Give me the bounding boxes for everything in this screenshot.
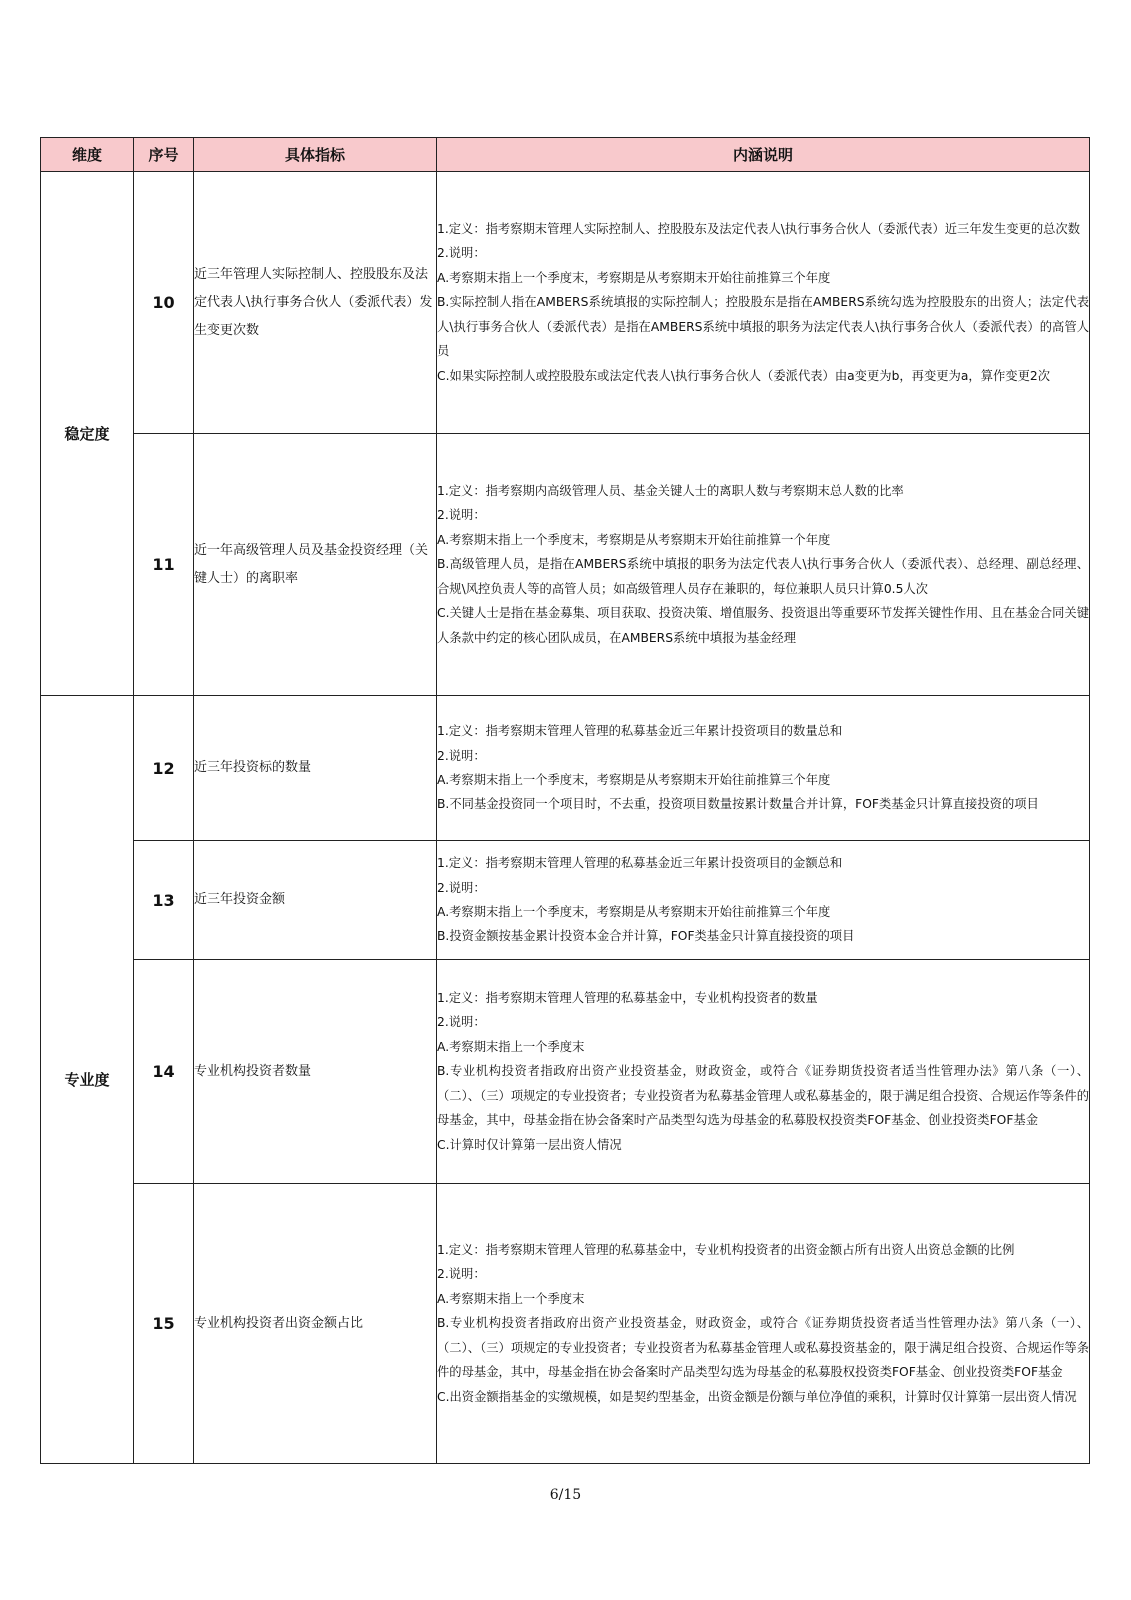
description-line: B.实际控制人指在AMBERS系统填报的实际控制人；控股股东是指在AMBERS系统勾选为控股股东的出资人；法定代表人\执行事务合伙人（委派代表）是指在AMBERS系统中填报的职务为法定代表人\执行事务合伙人（委派代表）的高管人员 (437, 295, 1089, 359)
description-line: 2.说明： (437, 246, 486, 261)
description-cell (437, 696, 1090, 841)
table-row (41, 960, 1090, 1184)
description-line: 1.定义：指考察期末管理人管理的私募基金中，专业机构投资者的出资金额占所有出资人出资总金额的比例 (437, 1243, 1015, 1258)
description-cell (437, 172, 1090, 434)
description-line: 2.说明： (437, 748, 486, 763)
dimension-cell: 稳定度 (41, 172, 134, 696)
description-line: 1.定义：指考察期末管理人管理的私募基金中，专业机构投资者的数量 (437, 991, 818, 1006)
description-line: 2.说明： (437, 1015, 486, 1030)
description-line: B.专业机构投资者指政府出资产业投资基金，财政资金，或符合《证券期货投资者适当性管理办法》第八条（一）、（二）、（三）项规定的专业投资者；专业投资者为私募基金管理人或私募基金的，限于满足组合投资、合规运作等条件的母基金，其中，母基金指在协会备案时产品类型勾选为母基金的私募股权投资类FOF基金、创业投资类FOF基金 (437, 1064, 1089, 1128)
description-cell (437, 841, 1090, 960)
table-header-row (41, 138, 1090, 172)
indicator-table (40, 137, 1090, 1464)
description-line: B.高级管理人员，是指在AMBERS系统中填报的职务为法定代表人\执行事务合伙人（委派代表）、总经理、副总经理、合规\风控负责人等的高管人员；如高级管理人员存在兼职的，每位兼职人员只计算0.5人次 (437, 557, 1089, 596)
indicator-name: 近三年投资金额 (194, 841, 437, 960)
indicator-name: 专业机构投资者出资金额占比 (194, 1184, 437, 1464)
description-line: B.投资金额按基金累计投资本金合并计算，FOF类基金只计算直接投资的项目 (437, 929, 855, 944)
description-cell (437, 960, 1090, 1184)
row-number: 10 (134, 172, 194, 434)
description-line: 2.说明： (437, 508, 486, 523)
description-line: 2.说明： (437, 1267, 486, 1282)
table-row (41, 1184, 1090, 1464)
row-number: 11 (134, 434, 194, 696)
description-line: C.出资金额指基金的实缴规模，如是契约型基金，出资金额是份额与单位净值的乘积，计算时仅计算第一层出资人情况 (437, 1389, 1077, 1404)
row-number: 12 (134, 696, 194, 841)
table-row (41, 434, 1090, 696)
indicator-name: 近三年投资标的数量 (194, 696, 437, 841)
description-line: 1.定义：指考察期内高级管理人员、基金关键人士的离职人数与考察期末总人数的比率 (437, 484, 904, 499)
description-line: 1.定义：指考察期末管理人管理的私募基金近三年累计投资项目的数量总和 (437, 724, 843, 739)
description-line: A.考察期末指上一个季度末，考察期是从考察期末开始往前推算三个年度 (437, 773, 831, 787)
description-line: C.计算时仅计算第一层出资人情况 (437, 1137, 622, 1152)
header-number: 序号 (134, 138, 194, 172)
description-line: C.关键人士是指在基金募集、项目获取、投资决策、增值服务、投资退出等重要环节发挥关键性作用、且在基金合同关键人条款中约定的核心团队成员，在AMBERS系统中填报为基金经理 (437, 606, 1089, 645)
row-number: 14 (134, 960, 194, 1184)
description-cell (437, 1184, 1090, 1464)
description-cell (437, 434, 1090, 696)
description-line: C.如果实际控制人或控股股东或法定代表人\执行事务合伙人（委派代表）由a变更为b，再变更为a，算作变更2次 (437, 368, 1050, 383)
indicator-name: 近一年高级管理人员及基金投资经理（关键人士）的离职率 (194, 434, 437, 696)
table-row (41, 841, 1090, 960)
description-line: B.不同基金投资同一个项目时，不去重，投资项目数量按累计数量合并计算，FOF类基金只计算直接投资的项目 (437, 797, 1039, 812)
description-line: A.考察期末指上一个季度末，考察期是从考察期末开始往前推算一个年度 (437, 532, 831, 547)
description-line: A.考察期末指上一个季度末，考察期是从考察期末开始往前推算三个年度 (437, 905, 831, 919)
table-row (41, 696, 1090, 841)
header-indicator: 具体指标 (194, 138, 437, 172)
row-number: 15 (134, 1184, 194, 1464)
dimension-cell: 专业度 (41, 696, 134, 1464)
description-line: 1.定义：指考察期末管理人实际控制人、控股股东及法定代表人\执行事务合伙人（委派代表）近三年发生变更的总次数 (437, 222, 1081, 237)
indicator-name: 近三年管理人实际控制人、控股股东及法定代表人\执行事务合伙人（委派代表）发生变更次数 (194, 172, 437, 434)
description-line: B.专业机构投资者指政府出资产业投资基金，财政资金，或符合《证券期货投资者适当性管理办法》第八条（一）、（二）、（三）项规定的专业投资者；专业投资者为私募基金管理人或私募投资基金的，限于满足组合投资、合规运作等条件的母基金，其中，母基金指在协会备案时产品类型勾选为母基金的私募股权投资类FOF基金、创业投资类FOF基金 (437, 1316, 1089, 1380)
description-line: A.考察期末指上一个季度末 (437, 1291, 585, 1306)
description-line: A.考察期末指上一个季度末，考察期是从考察期末开始往前推算三个年度 (437, 270, 831, 285)
indicator-name: 专业机构投资者数量 (194, 960, 437, 1184)
header-description: 内涵说明 (437, 138, 1090, 172)
description-line: 2.说明： (437, 880, 486, 895)
table-row (41, 172, 1090, 434)
description-line: A.考察期末指上一个季度末 (437, 1039, 585, 1054)
description-line: 1.定义：指考察期末管理人管理的私募基金近三年累计投资项目的金额总和 (437, 856, 843, 871)
page-number: 6/15 (549, 1487, 582, 1503)
row-number: 13 (134, 841, 194, 960)
header-dimension: 维度 (41, 138, 134, 172)
